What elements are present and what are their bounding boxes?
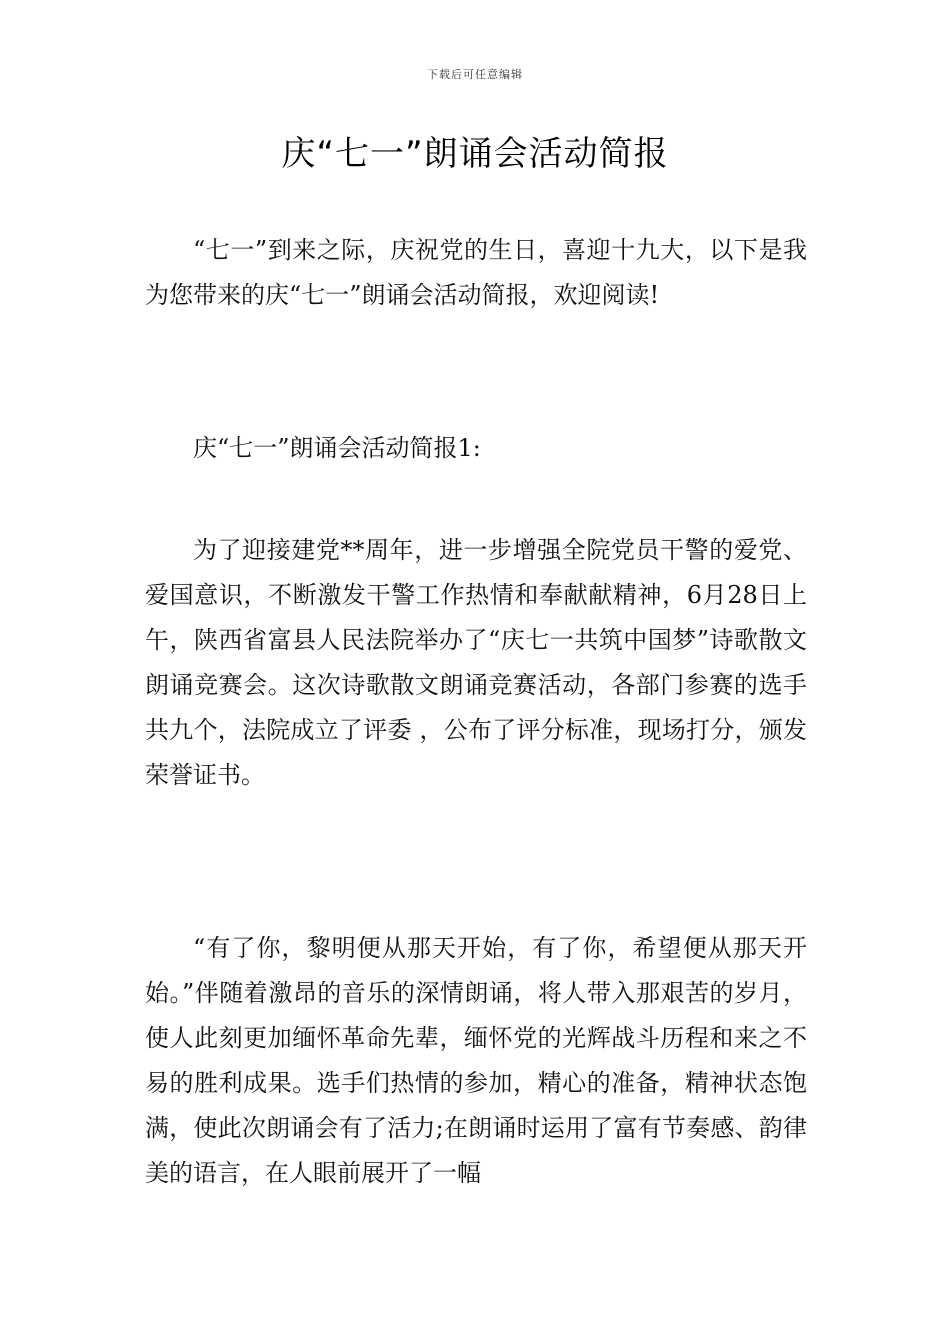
body-paragraph-2: “有了你，黎明便从那天开始，有了你，希望便从那天开始。”伴随着激昂的音乐的深情朗诵，将人带入那艰苦的岁月，使人此刻更加缅怀革命先辈，缅怀党的光辉战斗历程和来之不易的胜利成果。选手们热情的参加，精心的准备，精神状态饱满，使此次朗诵会有了活力;在朗诵时运用了富有节奏感、韵律美的语言，在人眼前展开了一幅 [145, 934, 807, 1187]
body-paragraph-1: 为了迎接建党**周年，进一步增强全院党员干警的爱党、爱国意识，不断激发干警工作热情和奉献献精神，6月28日上午，陕西省富县人民法院举办了“庆七一共筑中国梦”诗歌散文朗诵竞赛会。这次诗歌散文朗诵竞赛活动，各部门参赛的选手共九个，法院成立了评委 ，公布了评分标准，现场打分，颁发荣誉证书。 [145, 536, 807, 789]
intro-paragraph: “七一”到来之际，庆祝党的生日，喜迎十九大，以下是我为您带来的庆“七一”朗诵会活动简报，欢迎阅读! [145, 236, 807, 309]
document-title: 庆“七一”朗诵会活动简报 [281, 134, 669, 174]
section-subheading: 庆“七一”朗诵会活动简报1: [193, 434, 481, 462]
header-note: 下载后可任意编辑 [427, 68, 523, 81]
